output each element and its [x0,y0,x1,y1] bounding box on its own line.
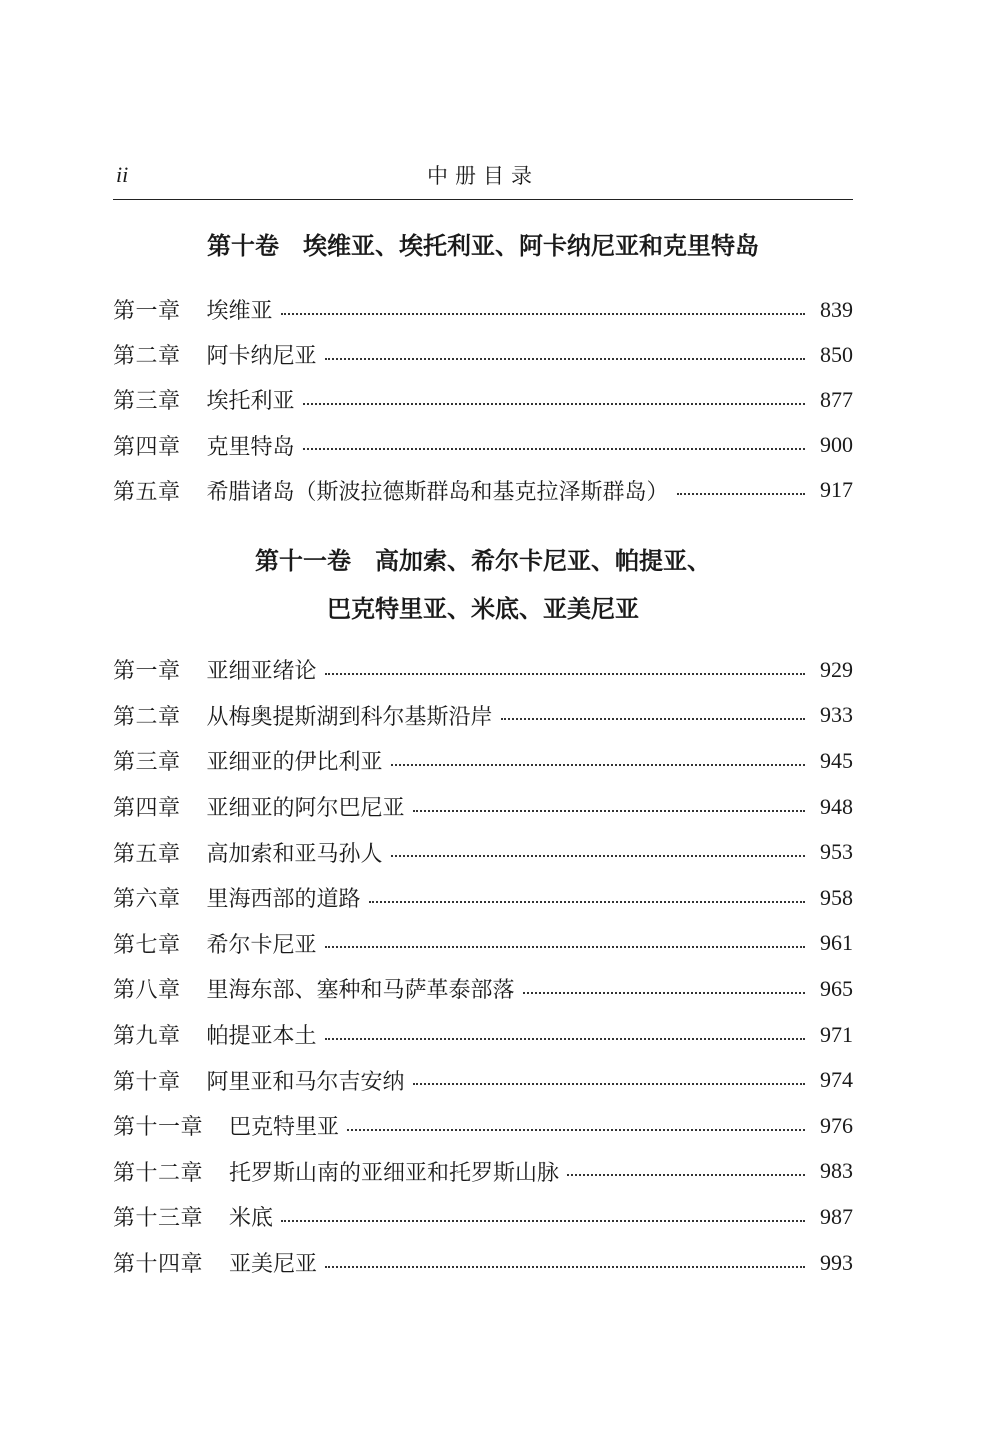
toc-entry[interactable] [113,921,853,967]
chapter-number: 第十二章 [113,1160,204,1186]
toc-entry[interactable] [113,738,853,784]
chapter-title: 巴克特里亚 [229,1115,340,1141]
chapter-title: 亚美尼亚 [229,1252,318,1278]
chapter-title: 帕提亚本土 [206,1024,317,1050]
chapter-page: 958 [820,884,853,910]
chapter-number: 第十一章 [113,1115,204,1141]
chapter-title: 希尔卡尼亚 [206,932,317,958]
chapter-page: 917 [820,477,853,503]
chapter-title: 从梅奥提斯湖到科尔基斯沿岸 [206,704,493,730]
chapter-number: 第二章 [113,344,181,370]
chapter-number: 第三章 [113,389,181,415]
chapter-page: 993 [820,1249,853,1275]
chapter-title: 亚细亚的阿尔巴尼亚 [206,796,405,822]
chapter-title: 高加索和亚马孙人 [206,841,383,867]
header-title: 中册目录 [427,164,539,188]
dot-leader [677,493,805,495]
chapter-page: 900 [820,432,853,458]
dot-leader [303,448,805,450]
chapter-number: 第五章 [113,841,181,867]
chapter-number: 第十章 [113,1069,181,1095]
chapter-number: 第三章 [113,750,181,776]
chapter-page: 987 [820,1203,853,1229]
chapter-title: 阿里亚和马尔吉安纳 [206,1069,405,1095]
toc-entry[interactable] [113,423,853,468]
toc-entry[interactable] [113,377,853,422]
dot-leader [369,901,805,903]
dot-leader [325,946,805,948]
toc-list-volume-11 [113,647,853,1285]
chapter-title: 亚细亚的伊比利亚 [206,750,383,776]
chapter-page: 976 [820,1112,853,1138]
dot-leader [391,855,805,857]
chapter-number: 第十三章 [113,1206,204,1232]
chapter-title: 里海西部的道路 [206,887,361,913]
chapter-number: 第一章 [113,299,181,325]
chapter-number: 第十四章 [113,1252,204,1278]
chapter-number: 第二章 [113,704,181,730]
toc-entry[interactable] [113,693,853,739]
chapter-number: 第四章 [113,434,181,460]
dot-leader [413,1083,805,1085]
volume-title-line-2: 巴克特里亚、米底、亚美尼亚 [327,595,639,623]
toc-entry[interactable] [113,468,853,513]
chapter-number: 第八章 [113,978,181,1004]
dot-leader [501,718,805,720]
volume-title-line-1: 第十一卷 高加索、希尔卡尼亚、帕提亚、 [255,547,711,575]
toc-entry[interactable] [113,1012,853,1058]
chapter-number: 第四章 [113,796,181,822]
toc-page [113,0,853,1449]
chapter-page: 961 [820,930,853,956]
dot-leader [281,1220,805,1222]
chapter-page: 850 [820,341,853,367]
chapter-title: 埃托利亚 [206,389,295,415]
dot-leader [325,358,805,360]
chapter-number: 第五章 [113,479,181,505]
page-number: ii [116,162,129,187]
chapter-page: 948 [820,793,853,819]
dot-leader [325,673,805,675]
chapter-title: 托罗斯山南的亚细亚和托罗斯山脉 [229,1160,560,1186]
volume-title: 第十卷 埃维亚、埃托利亚、阿卡纳尼亚和克里特岛 [207,232,759,260]
toc-entry[interactable] [113,287,853,332]
chapter-title: 希腊诸岛（斯波拉德斯群岛和基克拉泽斯群岛） [206,479,669,505]
chapter-page: 933 [820,702,853,728]
chapter-title: 克里特岛 [206,434,295,460]
chapter-page: 983 [820,1158,853,1184]
dot-leader [567,1174,805,1176]
header-divider [113,199,853,200]
chapter-title: 阿卡纳尼亚 [206,344,317,370]
toc-entry[interactable] [113,1149,853,1195]
chapter-number: 第七章 [113,932,181,958]
chapter-title: 米底 [229,1206,274,1232]
chapter-page: 929 [820,656,853,682]
chapter-number: 第九章 [113,1024,181,1050]
chapter-page: 953 [820,839,853,865]
toc-entry[interactable] [113,829,853,875]
chapter-page: 839 [820,296,853,322]
dot-leader [303,403,805,405]
chapter-page: 971 [820,1021,853,1047]
toc-entry[interactable] [113,1057,853,1103]
toc-entry[interactable] [113,1240,853,1286]
toc-list-volume-10 [113,287,853,513]
running-header [113,158,853,198]
dot-leader [523,992,805,994]
chapter-number: 第一章 [113,659,181,685]
chapter-number: 第六章 [113,887,181,913]
chapter-page: 965 [820,975,853,1001]
dot-leader [281,313,805,315]
toc-entry[interactable] [113,647,853,693]
chapter-title: 亚细亚绪论 [206,659,317,685]
toc-entry[interactable] [113,784,853,830]
dot-leader [325,1038,805,1040]
chapter-title: 埃维亚 [206,299,273,325]
chapter-page: 945 [820,747,853,773]
chapter-title: 里海东部、塞种和马萨革泰部落 [206,978,515,1004]
toc-entry[interactable] [113,875,853,921]
dot-leader [391,764,805,766]
dot-leader [347,1129,805,1131]
toc-entry[interactable] [113,332,853,377]
toc-entry[interactable] [113,1194,853,1240]
chapter-page: 974 [820,1067,853,1093]
dot-leader [413,810,805,812]
chapter-page: 877 [820,386,853,412]
toc-entry[interactable] [113,1103,853,1149]
toc-entry[interactable] [113,966,853,1012]
dot-leader [325,1266,805,1268]
